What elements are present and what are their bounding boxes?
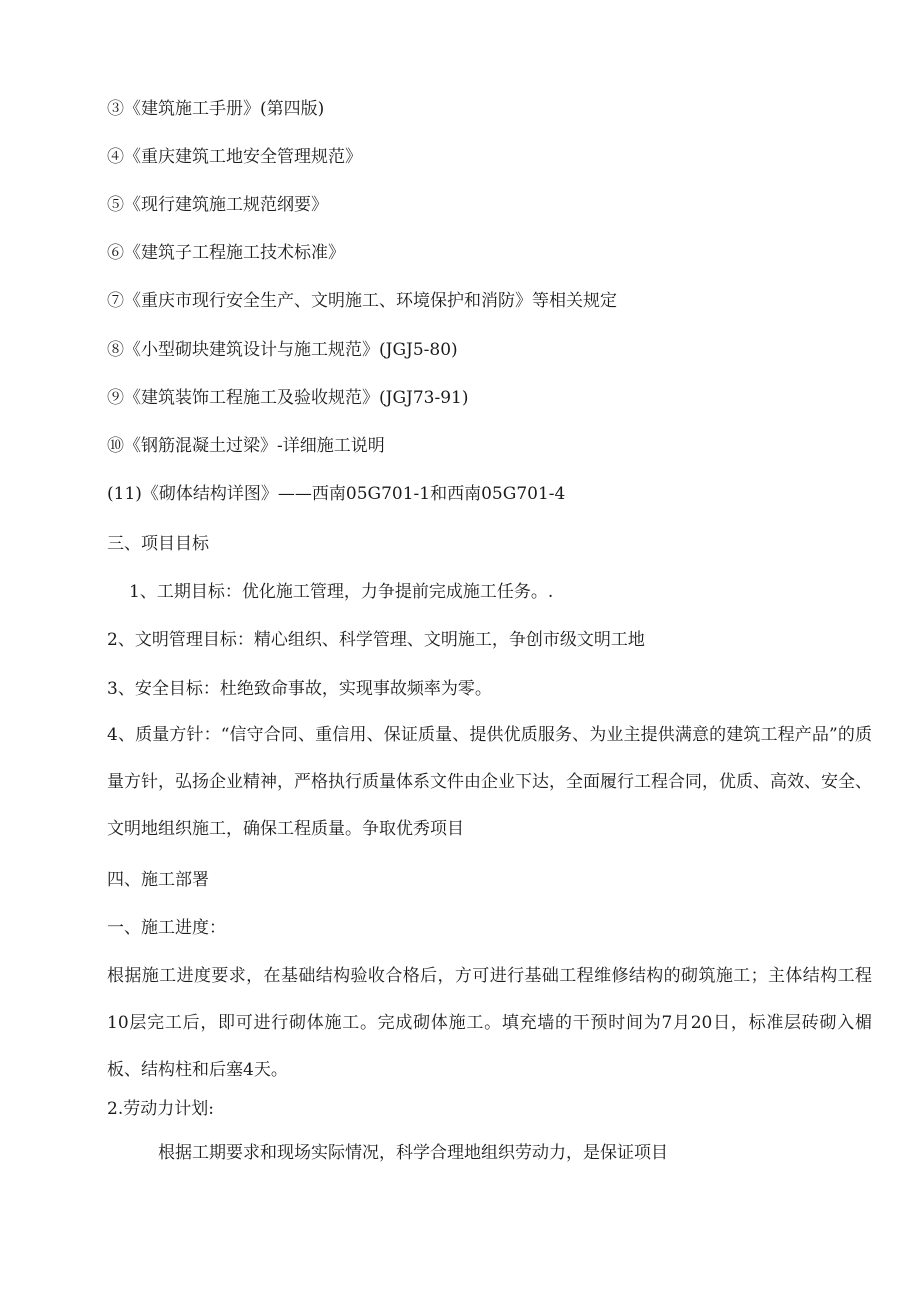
reference-item: ⑥《建筑子工程施工技术标准》 — [107, 243, 345, 263]
section-heading: 四、施工部署 — [107, 870, 209, 890]
reference-item: ③《建筑施工手册》(第四版) — [107, 99, 325, 119]
goal-schedule: 1、工期目标：优化施工管理，力争提前完成施工任务。. — [129, 582, 554, 602]
subsection-heading: 2.劳动力计划: — [107, 1099, 214, 1119]
schedule-paragraph: 根据施工进度要求，在基础结构验收合格后，方可进行基础工程维修结构的砌筑施工；主体结构工程10层完工后，即可进行砌体施工。完成砌体施工。填充墙的干预时间为7月20日，标准层砖砌入楣板、结构柱和后塞4天。 — [107, 966, 872, 1080]
subsection-heading: 一、施工进度： — [107, 918, 226, 938]
reference-item: ⑤《现行建筑施工规范纲要》 — [107, 195, 328, 215]
goal-civilization: 2、文明管理目标：精心组织、科学管理、文明施工，争创市级文明工地 — [107, 630, 645, 650]
reference-item: (11)《砌体结构详图》——西南05G701-1和西南05G701-4 — [107, 484, 566, 504]
reference-item: ⑨《建筑装饰工程施工及验收规范》(JGJ73-91) — [107, 388, 469, 408]
goal-safety: 3、安全目标：杜绝致命事故，实现事故频率为零。 — [107, 679, 492, 699]
reference-item: ⑩《钢筋混凝土过梁》-详细施工说明 — [107, 436, 385, 456]
reference-item: ④《重庆建筑工地安全管理规范》 — [107, 147, 362, 167]
reference-item: ⑦《重庆市现行安全生产、文明施工、环境保护和消防》等相关规定 — [107, 291, 617, 311]
labor-plan-paragraph: 根据工期要求和现场实际情况，科学合理地组织劳动力，是保证项目 — [158, 1143, 668, 1163]
reference-item: ⑧《小型砌块建筑设计与施工规范》(JGJ5-80) — [107, 340, 458, 360]
section-heading: 三、项目目标 — [107, 534, 209, 554]
quality-policy-paragraph: 4、质量方针：“信守合同、重信用、保证质量、提供优质服务、为业主提供满意的建筑工程产品”的质量方针，弘扬企业精神，严格执行质量体系文件由企业下达，全面履行工程合同，优质、高效、安全、文明地组织施工，确保工程质量。争取优秀项目 — [107, 725, 872, 839]
